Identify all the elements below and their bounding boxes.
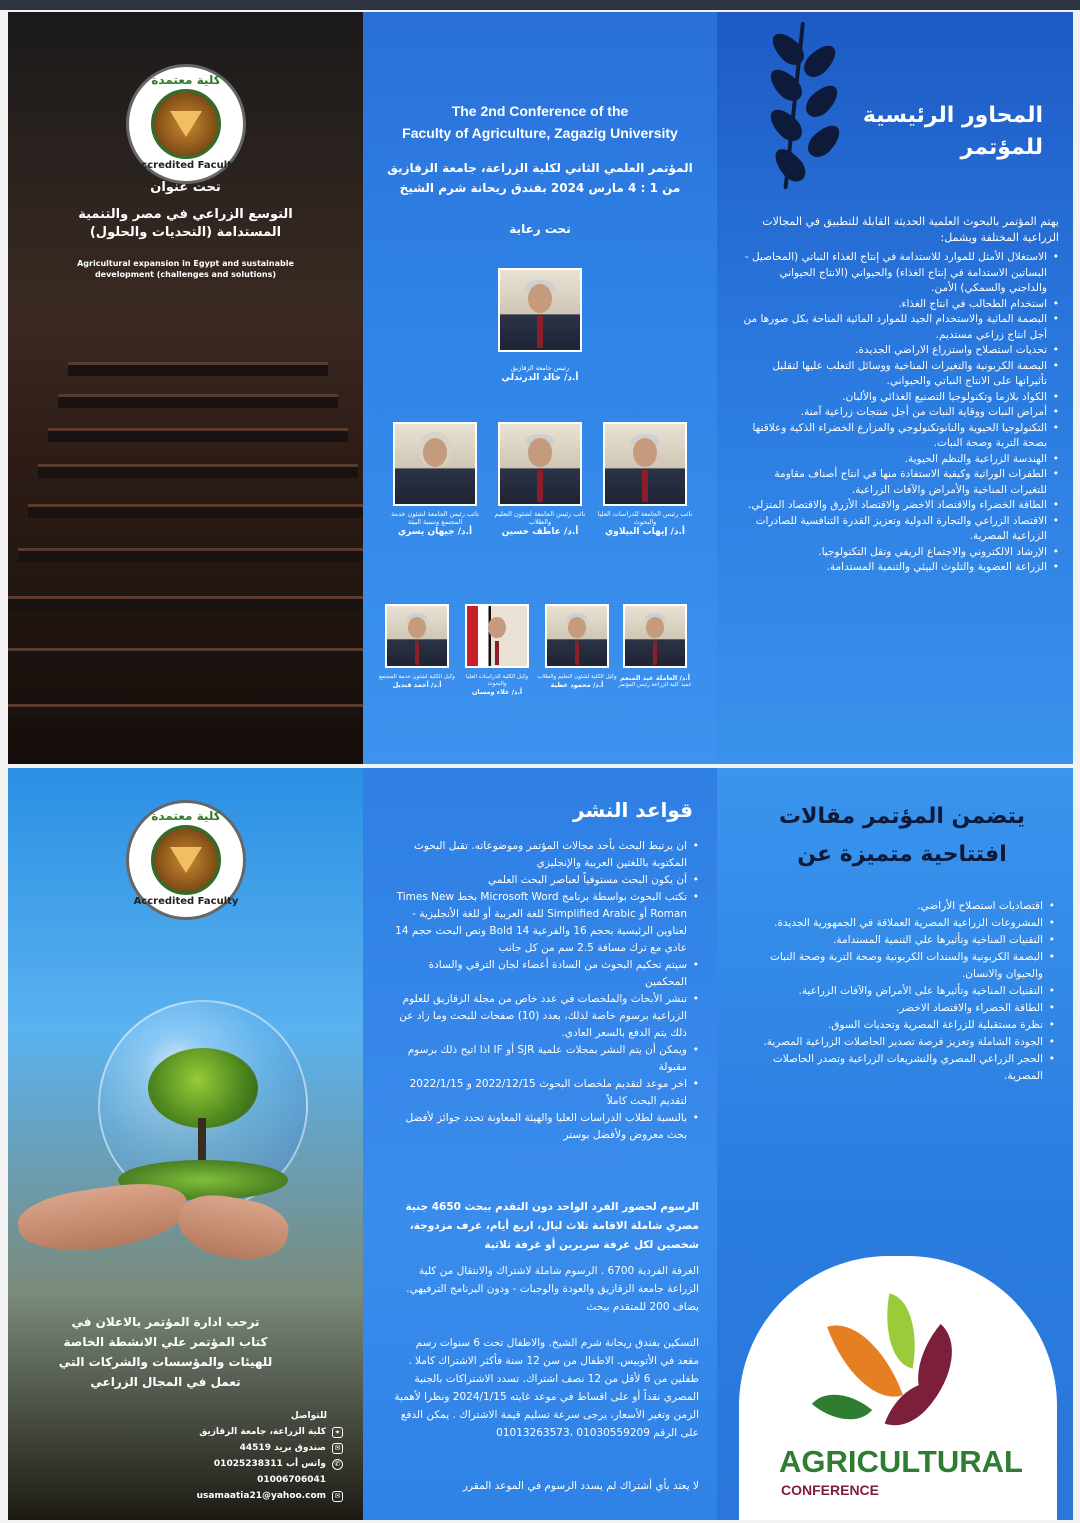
rule-item: • أن يكون البحث مستوفياً لعناصر البحث العلمي [391,872,699,889]
axes-list [739,250,1059,576]
axes-item: • التكنولوجيا الحيوية والنانوتكنولوجي والمزارع الخضراء الذكية وعلاقتها بصحة التربة وصحة النبات. [739,421,1059,452]
axes-item: • الإرشاد الالكتروني والاجتماع الريفي ونقل التكنولوجيا. [739,545,1059,561]
auditorium-image [8,342,363,764]
axes-item: • الطاقة الخضراء والاقتصاد الاخضر والاقتصاد الأزرق والاقتصاد المنزلي. [739,498,1059,514]
vp-role-3: نائب رئيس الجامعة لشئون خدمة المجتمع وتنمية البيئة [391,510,479,526]
vp-name-3: أ.د/ جيهان يسري [397,527,473,537]
vice-dean-role-1: وكيل الكلية لشئون التعليم والطلاب [537,674,617,680]
conference-title-en-2: Faculty of Agriculture, Zagazig University [402,125,678,141]
vice-dean-role-3: وكيل الكلية لشئون خدمة المجتمع [379,674,455,680]
vice-dean-name-2: أ.د/ علاء ومسان [471,688,523,696]
axes-item: • الكواد بلازما وتكنولوجيا التصنيع الغذائي والألبان. [739,390,1059,406]
fees-housing: التسكين بفندق ريحانة شرم الشيخ. والاطفال تحت 6 سنوات رسم مقعد في الأتوبيس. الاطفال من سن 12 سنة فأكثر الاشتراك كاملا . طفلين من 6 لأقل من 12 نصف اشتراك. تسدد الاشتراكات بالجنية المصري نقداً أو على اقساط في موعد غايته 2024/1/15 ونظرا لأهمية الزمن وتغير الأسعار، يرجى سرعة تسليم قيمة الاشتراك . يمكن الدفع على الرقم 01030559209 ،01013263573 [394,1337,699,1439]
contact-phone-text: 01006706041 [257,1475,326,1485]
axes-item: • أمراض النبات ووقاية النبات من أجل منتجات زراعية آمنة. [739,405,1059,421]
rules-title: قواعد النشر [573,798,693,822]
opening-topics-panel [717,768,1073,1520]
axes-item: • البصمة الكربونية والتغيرات المناخية ووسائل التغلب عليها لتقليل تأثيراتها على الانتاج النباتي والحيواني. [739,359,1059,390]
rule-item: • تنشر الأبحاث والملخصات في عدد خاص من مجلة الزقازيق للعلوم الزراعية برسوم خاصة لذلك، بعدد (10) صفحات للبحث وما زاد عن ذلك يتم الدفع بالسعر العادي. [391,991,699,1042]
topic-item: • الطاقة الخضراء والاقتصاد الاخضر. [735,1000,1055,1017]
conference-title-ar-1: المؤتمر العلمي الثاني لكلية الزراعة، جامعة الزقازيق [387,161,693,175]
logo-word-conference: CONFERENCE [781,1482,880,1498]
phone-icon [332,1475,343,1486]
topic-item: • البصمة الكربونية والسندات الكربونية وصحة التربة وصحة النبات والحيوان والانسان. [735,949,1055,983]
sprout-icon [813,1296,983,1436]
title-en-line1: Agricultural expansion in Egypt and sustainable [77,259,294,268]
under-patronage-label: تحت رعاية [509,222,571,236]
contact-address [173,1424,343,1440]
contact-phone[interactable] [173,1472,343,1488]
seal-top-text-2: كلية معتمدة [151,809,221,823]
mail-icon: ✉ [332,1443,343,1454]
axes-title-line2: للمؤتمر [960,135,1043,160]
vice-dean-name-3: أ.د/ أحمد قنديل [392,681,442,689]
vice-dean-photo-3 [385,604,449,668]
fees-bold: الرسوم لحضور الفرد الواحد دون التقدم ببحث 4650 جنية مصري شاملة الاقامة ثلاث ليال، اربع أيام، غرف مزدوجة، شخصين لكل غرفة سريرين أو غرفة ثلاثية [405,1201,699,1251]
accredited-faculty-seal-2 [126,800,246,920]
vice-dean-caption-2 [457,674,537,696]
under-title-label: تحت عنوان [150,180,221,195]
vp-caption-2 [490,510,590,538]
whatsapp-icon: ✆ [332,1459,343,1470]
contact-address-text: كلية الزراعة، جامعة الزقازيق [199,1427,326,1437]
welcome-line2: كتاب المؤتمر علي الانشطة الخاصة [63,1335,268,1349]
conference-title-en-1: The 2nd Conference of the [451,103,629,119]
patron-panel [363,12,717,764]
topic-item: • نظرة مستقبلية للزراعة المصرية وتحديات السوق. [735,1017,1055,1034]
axes-item: • الزراعة العضوية والتلوث البيئي والتنمية المستدامة. [739,560,1059,576]
dean-role: عميد كلية الزراعة رئيس المؤتمر [618,682,692,688]
cover-panel [8,12,363,764]
topic-item: • التقنيات المناخية وتأثيرها على الأمراض والآفات الزراعية. [735,983,1055,1000]
vice-dean-name-1: أ.د/ محمود عطية [550,681,604,689]
topics-title-line2: افتتاحية متميزة عن [797,842,1007,867]
vp-caption-3 [385,510,485,538]
rules-footer: لا يعتد بأي أشتراك لم يسدد الرسوم في الموعد المقرر [462,1480,699,1492]
president-role: رئيس جامعة الزقازيق [510,364,570,372]
topic-item: • اقتصاديات استصلاح الأراضي. [735,898,1055,915]
axes-title-line1: المحاور الرئيسية [862,103,1043,128]
welcome-line1: ترحب ادارة المؤتمر بالاعلان في [71,1315,260,1329]
vice-dean-caption-1 [537,674,617,689]
contact-email[interactable] [173,1488,343,1504]
rules-list [391,838,699,1144]
email-icon: ✉ [332,1491,343,1502]
seal-bottom-text: Accredited Faculty [133,160,239,171]
title-ar-line1: التوسع الزراعي في مصر والتنمية [78,207,293,222]
contact-po-box-text: صندوق بريد 44519 [239,1443,326,1453]
leaf-branch-icon [757,22,847,192]
title-ar-line2: المستدامة (التحديات والحلول) [89,225,282,240]
vp-caption-1 [595,510,695,538]
contact-email-text: usamaatia21@yahoo.com [196,1491,326,1501]
contact-whatsapp[interactable] [173,1456,343,1472]
rule-item: • سيتم تحكيم البحوث من السادة أعضاء لجان الترقي والسادة المحكمين [391,957,699,991]
topic-item: • التقنيات المناخية وتأثيرها علي التنمية المستدامة. [735,932,1055,949]
university-president-caption [463,364,617,384]
vp-role-2: نائب رئيس الجامعة لشئون التعليم والطلاب [494,510,586,526]
rule-item: • اخر موعد لتقديم ملخصات البحوث 2022/12/15 و 2022/1/15 لتقديم البحث كاملاً [391,1076,699,1110]
contact-label: للتواصل [290,1411,327,1421]
vice-dean-photo-2 [465,604,529,668]
vp-photo-2 [498,422,582,506]
title-en-line2: development (challenges and solutions) [94,270,277,279]
rule-item: • تكتب البحوث بواسطة برنامج Microsoft Word بخط Times New Roman أو Simplified Arabic للغة العربية أو للغة الأنجليزية - لعناوين الرئيسية بحجم 16 والفرعية 14 Bold ونص البحث حجم 14 عادي مع ترك مسافة 2.5 سم من كل جانب [391,889,699,957]
axes-intro: يهتم المؤتمر بالبحوث العلمية الحديثة القابلة للتطبيق في المجالات الزراعية المختلفة ويشمل: [762,215,1059,244]
contact-whatsapp-text: واتس أب 01025238311 [213,1459,326,1469]
topic-item: • الجودة الشاملة وتعزيز فرصة تصدير الحاصلات الزراعية المصرية. [735,1034,1055,1051]
dean-caption [615,674,695,689]
topic-item: • الحجر الزراعي المصري والتشريعات الزراعية وتصدر الحاصلات المصرية. [735,1051,1055,1085]
topics-list [735,898,1055,1085]
vice-dean-role-2: وكيل الكلية للدراسات العليا والبحوث [465,674,529,687]
location-icon: ⌖ [332,1427,343,1438]
vp-name-2: أ.د/ عاطف حسين [501,527,579,537]
axes-item: • الهندسة الزراعية والنظم الحيوية. [739,452,1059,468]
vp-role-1: نائب رئيس الجامعة للدراسات العليا والبحوث [597,510,693,526]
dean-photo [623,604,687,668]
welcome-panel [8,768,363,1520]
publishing-rules-panel [363,768,717,1520]
accredited-faculty-seal [126,64,246,184]
axes-item: • الاقتصاد الزراعي والتجارة الدولية وتعزيز القدرة التنافسية للصادرات الزراعية المصرية. [739,514,1059,545]
contact-po-box [173,1440,343,1456]
seal-bottom-text-2: Accredited Faculty [133,896,239,907]
vp-photo-3 [393,422,477,506]
dean-name: أ.د/ العاملة عبد المنعم [620,674,690,682]
logo-word-agricultural: AGRICULTURAL [779,1444,1023,1479]
seal-top-text: كلية معتمدة [151,73,221,87]
university-president-photo [498,268,582,352]
vice-dean-photo-1 [545,604,609,668]
axes-item: • البصمة المائية والاستخدام الجيد للموارد المائية المتاحة بكل صورها من أجل انتاج زراعي مستديم. [739,312,1059,343]
rule-item: • ويمكن أن يتم النشر بمجلات علمية SJR أو IF اذا اتيح ذلك برسوم مقبولة [391,1042,699,1076]
fees-single-room: الغرفة الفردية 6700 . الرسوم شاملة لاشتراك والانتقال من كلية الزراعة جامعة الزقازيق والعودة والوجبات - ودون البرنامج الترفيهي. يضاف 200 للمتقدم ببحث [406,1265,699,1313]
topic-item: • المشروعات الزراعية المصرية العملاقة في الجمهورية الجديدة. [735,915,1055,932]
conference-title-ar-2: من 1 : 4 مارس 2024 بفندق ريحانة شرم الشيخ [399,181,681,195]
topics-title-line1: يتضمن المؤتمر مقالات [778,804,1025,829]
axes-item: • تحديات استصلاح واستزراع الاراضي الجديدة. [739,343,1059,359]
welcome-line3: للهيئات والمؤسسات والشركات التي [58,1355,273,1369]
agricultural-conference-logo [739,1256,1057,1520]
rule-item: • بالنسبة لطلاب الدراسات العليا والهيئة المعاونة تحدد جوائز لأفضل بحث معروض ولأفضل بوستر [391,1110,699,1144]
rule-item: • ان يرتبط البحث بأحد مجالات المؤتمر وموضوعاته. تقبل البحوث المكتوبة باللغتين العربية والإنجليزي [391,838,699,872]
vp-name-1: أ.د/ إيهاب البيلاوي [605,527,685,537]
vp-photo-1 [603,422,687,506]
vice-dean-caption-3 [377,674,457,689]
main-axes-panel [717,12,1073,764]
axes-item: • الاستغلال الأمثل للموارد للاستدامة في إنتاج الغذاء النباتي (المحاصيل - البساتين الاستدامة في إنتاج الغذاء) والحيواني (الانتاج الحيواني والداجني والسمكي) الأمن. [739,250,1059,297]
top-bar [0,0,1080,10]
welcome-line4: تعمل في المجال الزراعي [90,1375,241,1389]
president-name: أ.د/ خالد الدرندلي [501,373,579,383]
axes-item: • استخدام الطحالب في انتاج الغذاء. [739,297,1059,313]
axes-item: • الطفرات الوراثية وكيفية الاستفادة منها في انتاج أصناف مقاومة للتغيرات المناخية والأمراض والآفات الزراعية. [739,467,1059,498]
